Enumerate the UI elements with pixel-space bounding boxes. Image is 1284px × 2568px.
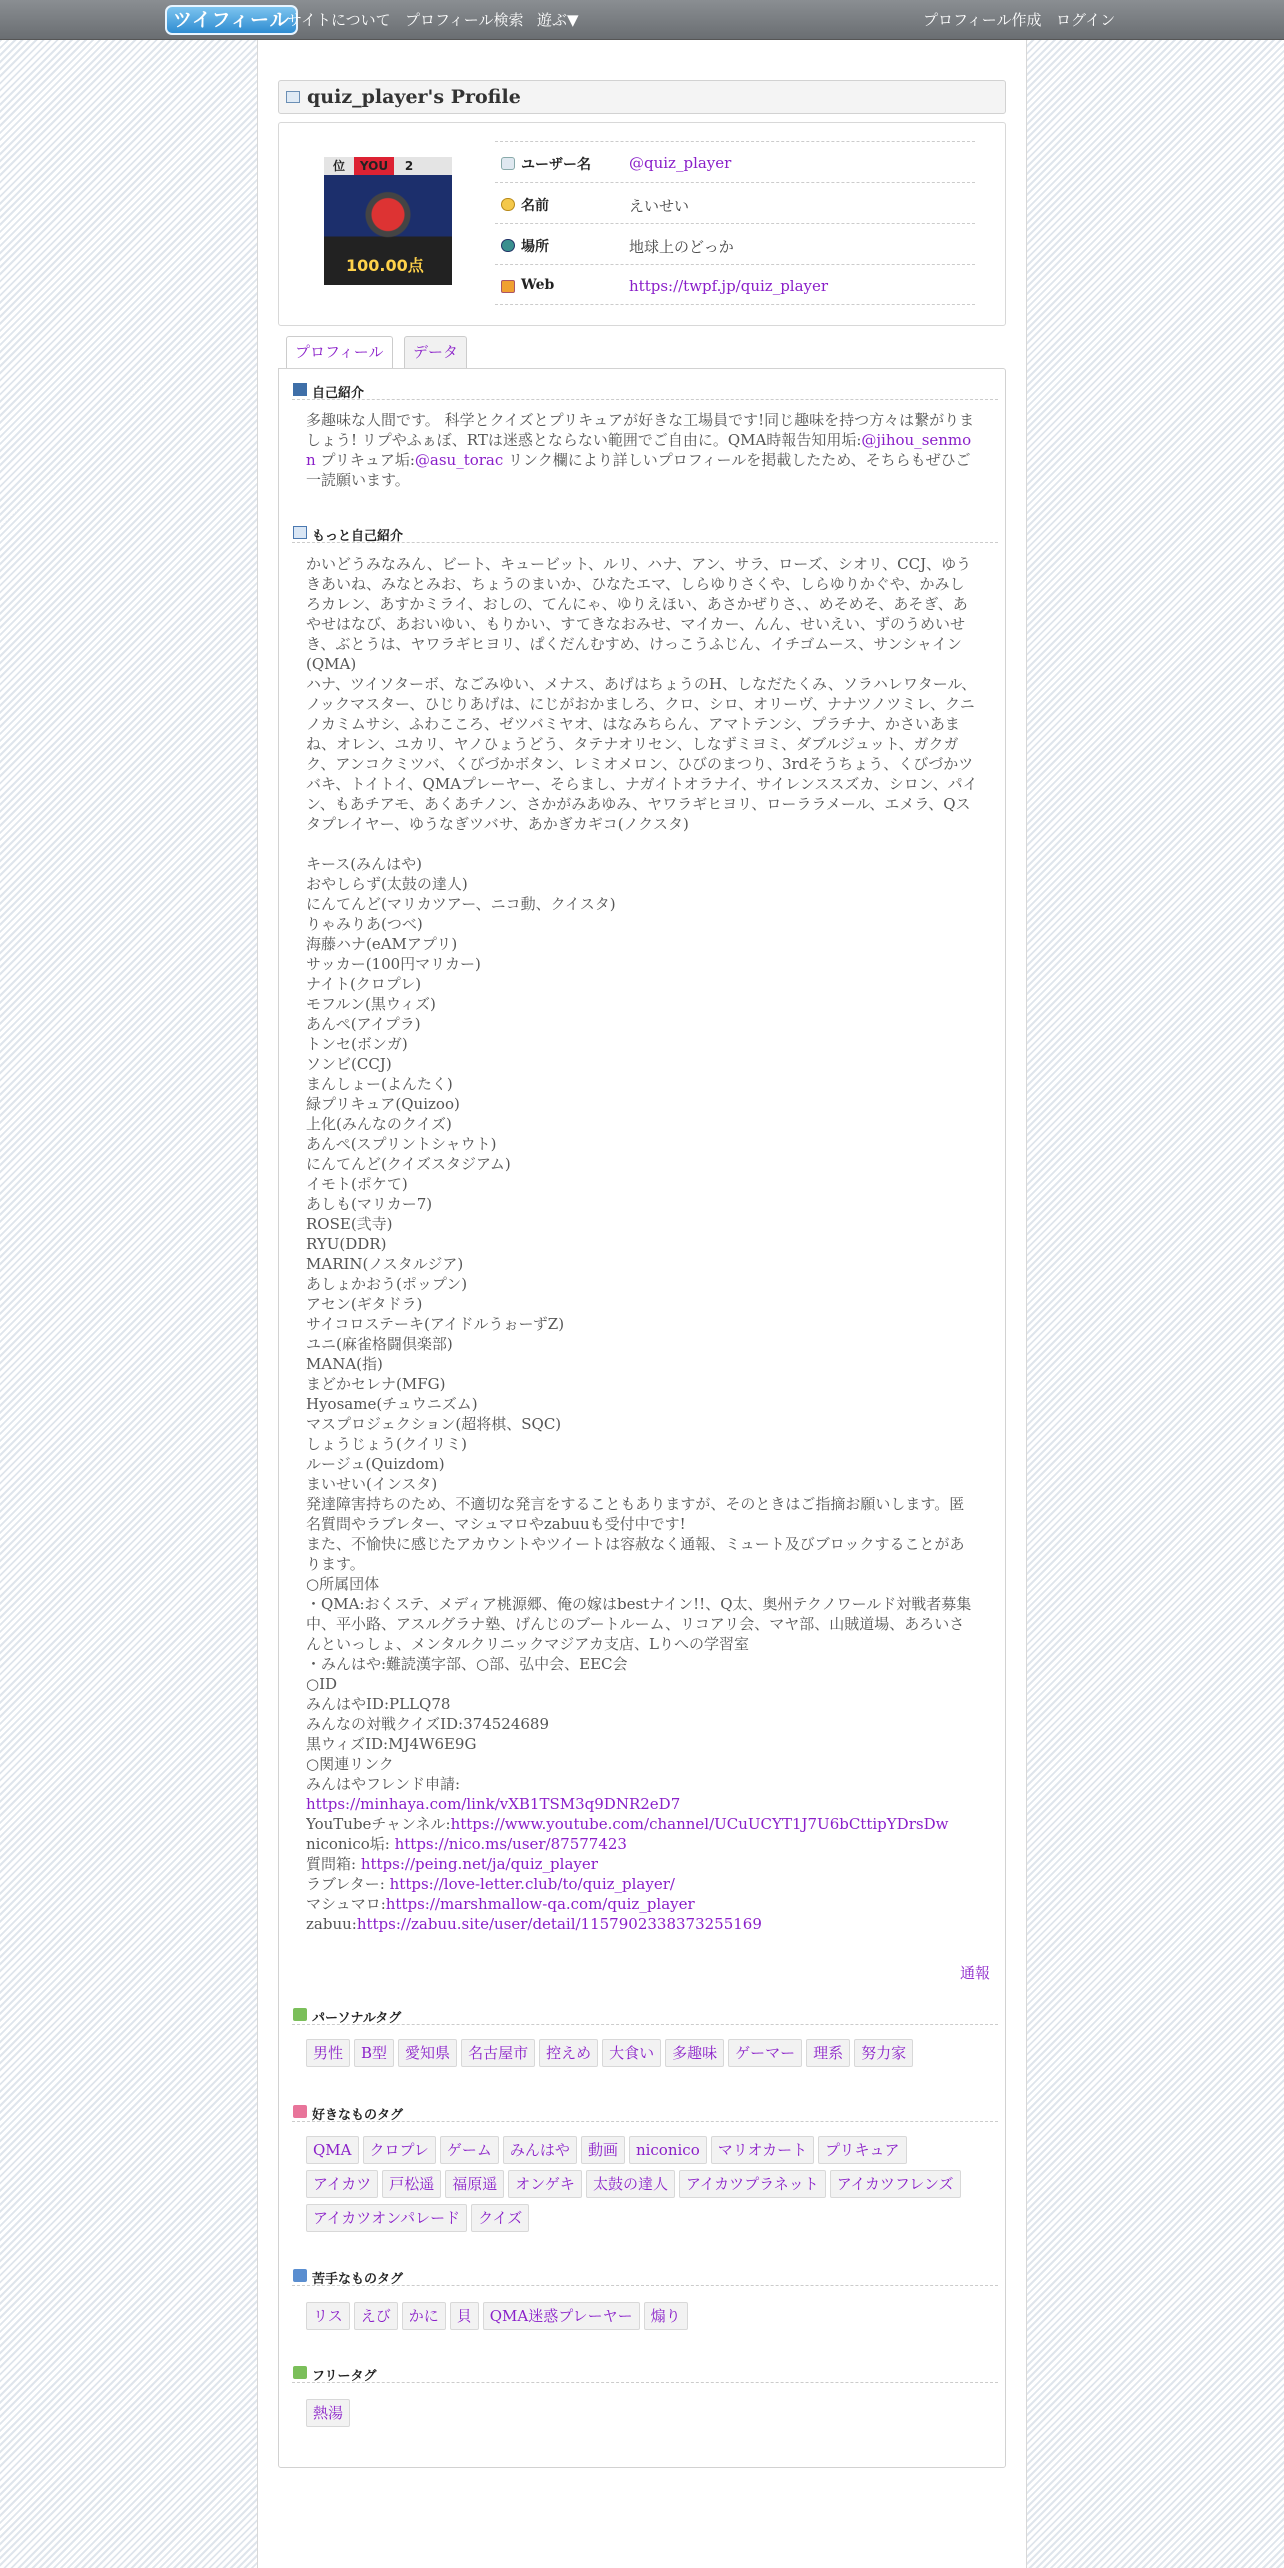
zabuu-link[interactable]: https://zabuu.site/user/detail/1157902338373255169 — [356, 1915, 762, 1933]
list-item: キース(みんはや) — [306, 855, 422, 873]
tag-chip[interactable]: プリキュア — [818, 2136, 906, 2164]
list-item: ROSE(弐寺) — [306, 1215, 393, 1233]
avatar — [324, 157, 452, 285]
avatar-hud-you: YOU — [354, 157, 394, 175]
intro-heading-text: 自己紹介 — [312, 386, 365, 401]
liked-tags — [306, 2136, 986, 2238]
list-item: 緑プリキュア(Quizoo) — [306, 1095, 460, 1113]
personal-tags — [306, 2039, 986, 2073]
info-label-web: Web — [521, 277, 555, 293]
tag-chip[interactable]: QMA迷惑プレーヤー — [483, 2302, 640, 2330]
disliked-tags-heading — [292, 2266, 998, 2286]
avatar-hud-rank: 位 — [332, 159, 345, 173]
tag-chip[interactable]: かに — [402, 2302, 446, 2330]
tag-chip[interactable]: 貝 — [450, 2302, 479, 2330]
tag-chip[interactable]: アイカツプラネット — [679, 2170, 826, 2198]
info-row-username — [495, 141, 975, 182]
profile-title-bar — [278, 80, 1006, 114]
tag-chip[interactable]: 愛知県 — [398, 2039, 457, 2067]
notebook-icon — [293, 383, 307, 396]
disliked-tags — [306, 2302, 986, 2336]
tag-chip[interactable]: 煽り — [644, 2302, 688, 2330]
more-intro-paragraph-1: かいどうみなみん、ビート、キュービット、ルリ、ハナ、アン、サラ、ローズ、シオリ、CCJ、ゆうきあいね、みなとみお、ちょうのまいか、ひなたエマ、しらゆりさくや、しらゆりかぐや、かみしろカレン、あすかミライ、おしの、てんにゃ、ゆりえほい、あさかぜりさ、、めそめそ、あそぎ、あやせはなび、あおいゆい、もりかい、すてきなおみせ、マイカー、んん、せいえい、ずのうめいせき、ぶとうは、ヤワラギヒヨリ、ぱくだんむすめ、けっこうふじん、イチゴムース、サンシャイン(QMA) — [306, 555, 972, 673]
info-label-location: 場所 — [521, 239, 549, 255]
report-link[interactable]: 通報 — [960, 1964, 991, 1982]
disliked-tags-heading-text: 苦手なものタグ — [312, 2272, 404, 2287]
tag-chip[interactable]: 努力家 — [854, 2039, 913, 2067]
avatar-hud-num: 2 — [404, 159, 414, 173]
tag-chip[interactable]: アイカツフレンズ — [830, 2170, 961, 2198]
list-item: MANA(指) — [306, 1355, 383, 1373]
username-link[interactable]: @quiz_player — [629, 154, 732, 172]
peing-link[interactable]: https://peing.net/ja/quiz_player — [360, 1855, 598, 1873]
site-logo[interactable]: ツイフィール — [165, 5, 298, 35]
tag-chip[interactable]: 多趣味 — [665, 2039, 724, 2067]
list-item: イモト(ポケて) — [306, 1175, 408, 1193]
zabuu-label: zabuu: — [306, 1915, 357, 1933]
open-book-icon — [293, 526, 307, 539]
list-item: あんぺ(アイプラ) — [306, 1015, 421, 1033]
list-item: まいせい(インスタ) — [306, 1475, 438, 1493]
top-navigation-bar — [0, 0, 1284, 40]
list-item: まどかセレナ(MFG) — [306, 1375, 446, 1393]
more-intro-heading — [292, 523, 998, 543]
tag-icon — [293, 2008, 307, 2021]
minhaya-friend-link[interactable]: https://minhaya.com/link/vXB1TSM3q9DNR2eD7 — [306, 1795, 681, 1813]
personal-tags-heading-text: パーソナルタグ — [312, 2011, 402, 2026]
speech-bubble-icon — [501, 157, 515, 170]
tag-chip[interactable]: QMA — [306, 2136, 359, 2164]
liked-tags-heading-text: 好きなものタグ — [312, 2108, 404, 2123]
more-intro-heading-text: もっと自己紹介 — [312, 529, 404, 544]
name-value: えいせい — [629, 197, 690, 215]
list-item: しょうじょう(クイリミ) — [306, 1435, 467, 1453]
niconico-label: niconico垢: — [306, 1835, 395, 1853]
info-row-location — [495, 223, 975, 264]
heart-tag-icon — [293, 2105, 307, 2118]
tag-chip[interactable]: えび — [354, 2302, 398, 2330]
list-item: おやしらず(太鼓の達人) — [306, 875, 468, 893]
tag-chip[interactable]: アイカツオンパレード — [306, 2204, 467, 2232]
list-item: ルージュ(Quizdom) — [306, 1455, 445, 1473]
smiley-icon — [501, 198, 515, 211]
info-label-name: 名前 — [521, 198, 549, 214]
loveletter-label: ラブレター: — [306, 1875, 390, 1893]
intro-text-2: プリキュア垢: — [315, 451, 415, 469]
tag-chip[interactable]: 福原遥 — [445, 2170, 504, 2198]
list-item: 上化(みんなのクイズ) — [306, 1115, 452, 1133]
more-intro-paragraph-2: ハナ、ツイソターボ、なごみゆい、メナス、あげはちょうのH、しなだたくみ、ソラハレワタール、ノックマスター、ひじりあげは、にじがおかましろ、クロ、シロ、オリーヴ、ナナツノツミレ、クニノカミムサシ、ふわこころ、ゼツバミヤオ、はなみちらん、アマトテンシ、プラチナ、かさいあまね、オレン、ユカリ、ヤノひょうどう、タテナオリセン、しなずミヨミ、ダブルジュット、ガクガク、アンコクミツバ、くびづかボタン、レミオメロン、ひびのまつり、3rdそうちょう、くびづかツバキ、トイトイ、QMAプレーヤー、そらまし、ナガイトオラナイ、サイレンススズカ、シロン、パイン、もあチアモ、あくあチノン、さかがみあゆみ、ヤワラギヒヨリ、ローララメール、エメラ、Qスタプレイヤー、ゆうなぎツバサ、あかぎカギコ(ノクスタ) — [306, 675, 978, 833]
affiliation-minhaya: ・みんはや:難読漢字部、○部、弘中会、EEC会 — [306, 1655, 628, 1673]
info-label-username: ユーザー名 — [521, 157, 591, 173]
list-item: サッカー(100円マリカー) — [306, 955, 481, 973]
tag-chip[interactable]: 男性 — [306, 2039, 350, 2067]
tag-chip[interactable]: ゲーム — [440, 2136, 499, 2164]
tag-chip[interactable]: リス — [306, 2302, 350, 2330]
info-row-name — [495, 182, 975, 223]
niconico-link[interactable]: https://nico.ms/user/87577423 — [394, 1835, 627, 1853]
block-policy-paragraph: また、不愉快に感じたアカウントやツイートは容赦なく通報、ミュート及びブロックすることがあります。 — [306, 1535, 965, 1573]
tag-chip[interactable]: アイカツ — [306, 2170, 378, 2198]
marshmallow-link[interactable]: https://marshmallow-qa.com/quiz_player — [385, 1895, 695, 1913]
list-item: ソンビ(CCJ) — [306, 1055, 392, 1073]
list-item: ナイト(クロプレ) — [306, 975, 422, 993]
home-icon — [501, 280, 515, 293]
nav-login-link[interactable]: ログイン — [1056, 11, 1116, 29]
tab-profile[interactable]: プロフィール — [286, 336, 393, 370]
info-row-web — [495, 264, 975, 305]
minhaya-id: みんはやID:PLLQ78 — [306, 1695, 451, 1713]
tag-chip[interactable]: オンゲキ — [508, 2170, 582, 2198]
list-item: にんてんど(マリカツアー、ニコ動、クイスタ) — [306, 895, 616, 913]
tag-chip[interactable]: 戸松遥 — [382, 2170, 441, 2198]
list-item: あしも(マリカー7) — [306, 1195, 433, 1213]
tag-chip[interactable]: クロプレ — [363, 2136, 436, 2164]
list-item: モフルン(黒ウィズ) — [306, 995, 436, 1013]
minhaya-friend-label: みんはやフレンド申請: — [306, 1775, 461, 1793]
tag-chip[interactable]: 名古屋市 — [461, 2039, 535, 2067]
list-item: マスプロジェクション(超将棋、SQC) — [306, 1415, 562, 1433]
tag-chip[interactable]: マリオカート — [711, 2136, 814, 2164]
location-value: 地球上のどっか — [629, 238, 734, 256]
list-item: にんてんど(クイズスタジアム) — [306, 1155, 511, 1173]
list-item: MARIN(ノスタルジア) — [306, 1255, 464, 1273]
peing-label: 質問箱: — [306, 1855, 361, 1873]
links-heading: ○関連リンク — [306, 1755, 394, 1773]
globe-icon — [501, 239, 515, 252]
tag-chip[interactable]: 控えめ — [539, 2039, 598, 2067]
avatar-hud — [324, 157, 452, 175]
nav-about-link[interactable]: サイトについて — [287, 11, 391, 29]
free-tags-heading — [292, 2363, 998, 2383]
avatar-score: 100.00点 — [346, 256, 424, 275]
id-section — [306, 1654, 978, 1934]
tab-data[interactable]: データ — [404, 336, 467, 368]
notice-paragraph: 発達障害持ちのため、不適切な発言をすることもありますが、そのときはご指摘お願いします。匿名質問やラブレター、マシュマロやzabuuも受付中です! — [306, 1495, 965, 1533]
list-item: 海藤ハナ(eAMアプリ) — [306, 935, 458, 953]
liked-tags-heading — [292, 2102, 998, 2122]
tag-chip[interactable]: niconico — [629, 2136, 707, 2164]
tag-icon — [293, 2366, 307, 2379]
tag-chip[interactable]: クイズ — [471, 2204, 529, 2232]
broken-heart-tag-icon — [293, 2269, 307, 2282]
free-tags-heading-text: フリータグ — [312, 2369, 377, 2384]
affiliation-section — [306, 1574, 978, 1594]
precure-account-link[interactable]: @asu_torac — [414, 451, 504, 469]
account-list — [306, 854, 978, 1494]
nav-create-profile-link[interactable]: プロフィール作成 — [923, 11, 1042, 29]
tag-chip[interactable]: 大食い — [602, 2039, 661, 2067]
nav-play-menu[interactable]: 遊ぶ▼ — [537, 11, 579, 29]
youtube-link[interactable]: https://www.youtube.com/channel/UCuUCYT1J7U6bCttipYDrsDw — [450, 1815, 949, 1833]
tag-chip[interactable]: みんはや — [503, 2136, 577, 2164]
intro-text — [306, 410, 978, 490]
tag-chip[interactable]: 動画 — [581, 2136, 625, 2164]
tag-chip[interactable]: ゲーマー — [728, 2039, 802, 2067]
youtube-label: YouTubeチャンネル: — [306, 1815, 451, 1833]
list-item: あんぺ(スプリントシャウト) — [306, 1135, 497, 1153]
tag-chip[interactable]: 熱湯 — [306, 2399, 350, 2427]
affiliation-qma: ・QMA:おくステ、メディア桃源郷、俺の嫁はbestナイン!!、Q太、奥州テクノワールド対戦者募集中、平小路、アスルグラナ塾、げんじのブートルーム、リコアリ会、マヤ部、山賊道場、あろいさんといっしょ、メンタルクリニックマジアカ支店、Lりへの学習室 — [306, 1595, 972, 1653]
personal-tags-heading — [292, 2005, 998, 2025]
loveletter-link[interactable]: https://love-letter.club/to/quiz_player/ — [389, 1875, 675, 1893]
kurowiz-id: 黒ウィズID:MJ4W6E9G — [306, 1735, 477, 1753]
taisen-quiz-id: みんなの対戦クイズID:374524689 — [306, 1715, 549, 1733]
web-link[interactable]: https://twpf.jp/quiz_player — [629, 277, 829, 295]
jihou-account-link[interactable]: @jihou_senmon — [306, 431, 972, 469]
id-heading: ○ID — [306, 1675, 338, 1693]
tag-chip[interactable]: B型 — [354, 2039, 394, 2067]
list-item: ユニ(麻雀格闘倶楽部) — [306, 1335, 453, 1353]
free-tags — [306, 2399, 986, 2433]
list-item: アセン(ギタドラ) — [306, 1295, 423, 1313]
list-item: RYU(DDR) — [306, 1235, 387, 1253]
intro-text-1: 多趣味な人間です。 科学とクイズとプリキュアが好きな工場員です!同じ趣味を持つ方々は繋がりましょう! リプやふぁぼ、RTは迷惑とならない範囲でご自由に。QMA時報告知用垢: — [306, 411, 975, 449]
intro-text-3: リンク欄により詳しいプロフィールを掲載したため、そちらもぜひご一読願います。 — [306, 451, 971, 489]
page-title: quiz_player's Profile — [307, 86, 521, 108]
tag-chip[interactable]: 太鼓の達人 — [586, 2170, 675, 2198]
marshmallow-label: マシュマロ: — [306, 1895, 386, 1913]
id-card-icon — [286, 91, 300, 103]
tag-chip[interactable]: 理系 — [806, 2039, 850, 2067]
list-item: トンセ(ボンガ) — [306, 1035, 408, 1053]
list-item: あしょかおう(ポップン) — [306, 1275, 468, 1293]
list-item: サイコロステーキ(アイドルうぉーずZ) — [306, 1315, 565, 1333]
nav-profile-search-link[interactable]: プロフィール検索 — [405, 11, 524, 29]
list-item: まんしょー(よんたく) — [306, 1075, 453, 1093]
affiliation-heading: ○所属団体 — [306, 1575, 380, 1593]
intro-heading — [292, 380, 998, 400]
list-item: Hyosame(チュウニズム) — [306, 1395, 478, 1413]
list-item: りゃみりあ(つべ) — [306, 915, 423, 933]
